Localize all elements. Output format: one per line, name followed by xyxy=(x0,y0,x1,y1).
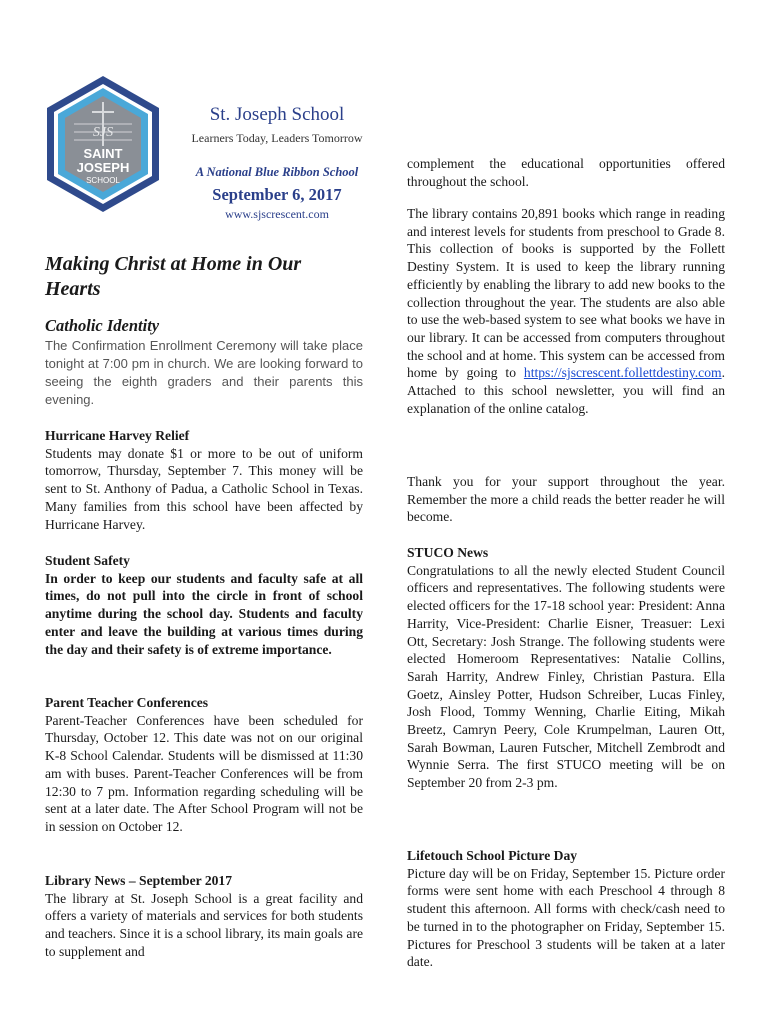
harvey-section xyxy=(45,427,363,533)
newsletter-date: September 6, 2017 xyxy=(212,185,342,204)
svg-text:SJS: SJS xyxy=(92,125,114,140)
school-logo xyxy=(44,74,162,214)
harvey-heading: Hurricane Harvey Relief xyxy=(45,428,190,443)
safety-body: In order to keep our students and faculty safe at all times, do not pull into the circle in front of school anytime during the school day. Students and faculty enter and leave the building at various times during the day and their safety is of extreme importance. xyxy=(45,570,363,657)
svg-text:SAINT: SAINT xyxy=(83,146,123,161)
catholic-identity-heading: Catholic Identity xyxy=(45,316,160,335)
school-crest-icon xyxy=(44,74,162,214)
catholic-identity-body: The Confirmation Enrollment Ceremony will take place tonight at 7:00 pm in church. We are looking forward to seeing the eighth graders and their parents this evening. xyxy=(45,338,363,407)
follett-destiny-link[interactable]: https://sjscrescent.follettdestiny.com xyxy=(523,365,722,381)
safety-heading: Student Safety xyxy=(45,553,130,568)
library-continued xyxy=(407,155,725,190)
stuco-section xyxy=(407,544,725,792)
library-body-continued: complement the educational opportunities offered throughout the school. xyxy=(407,156,725,189)
school-name: St. Joseph School xyxy=(209,104,345,125)
library-collection-text-after: . Attached to this school newsletter, you will find an explanation of the online catalog. xyxy=(407,365,725,416)
svg-text:SCHOOL: SCHOOL xyxy=(86,176,120,185)
library-body-left: The library at St. Joseph School is a great facility and offers a variety of materials and services for both students and teachers. Since it is a school library, its main goals are to supplement and xyxy=(45,890,363,959)
tagline: Learners Today, Leaders Tomorrow xyxy=(191,131,363,145)
picture-day-section xyxy=(407,847,725,971)
thanks-body: Thank you for your support throughout the year. Remember the more a child reads the better reader he will become. xyxy=(407,474,725,525)
stuco-heading: STUCO News xyxy=(407,545,489,560)
conferences-heading: Parent Teacher Conferences xyxy=(45,695,209,710)
svg-text:JOSEPH: JOSEPH xyxy=(76,160,130,175)
conferences-section xyxy=(45,694,363,836)
library-collection-text: The library contains 20,891 books which range in reading and interest levels for students from preschool to Grade 8. This collection of books is supported by the Follett Destiny System. It is used to keep the library running efficiently by enabling the library to add new books to the collection throughout the year. The students are also able to use the web-based system to see what books we have in our library. It can be accessed from computers throughout the school and at home. This system can be accessed from home by going to xyxy=(407,206,725,381)
newsletter-header xyxy=(168,104,386,221)
harvey-body: Students may donate $1 or more to be out of uniform tomorrow, Thursday, September 7. This money will be sent to St. Anthony of Padua, a Catholic School in Texas. Many families from this school have been affected by Hurricane Harvey. xyxy=(45,445,363,532)
conferences-body: Parent-Teacher Conferences have been scheduled for Thursday, October 12. This date was not on our original K-8 School Calendar. Students will be dismissed at 11:30 am with buses. Parent-Teacher Conferences will be from 12:30 to 7 pm. Information regarding scheduling will be sent at a later date. The After School Program will not be in session on October 12. xyxy=(45,712,363,834)
safety-section xyxy=(45,552,363,658)
library-collection-paragraph xyxy=(407,205,725,417)
thanks-section xyxy=(407,473,725,526)
library-section xyxy=(45,872,363,961)
library-collection xyxy=(407,205,725,417)
blue-ribbon-label: A National Blue Ribbon School xyxy=(195,165,359,179)
picture-day-heading: Lifetouch School Picture Day xyxy=(407,848,578,863)
stuco-body: Congratulations to all the newly elected Student Council officers and representatives. The following students were elected officers for the 17-18 school year: President: Anna Harrity, Vice-President: Charlie Eisner, Treasuer: Lexi Ott, Secretary: Josh Strange. The following students were elected Homeroom Representatives: Natalie Collins, Sarah Harrity, Andrew Finley, Christian Pastura. Ella Goetz, Ainsley Potter, Hudson Schreiber, Lucas Finley, Josh Flood, Tommy Wenning, Charlie Eiting, Mikah Breetz, Camryn Peery, Cole Krumpelman, Lauren Ott, Sarah Bowman, Lauren Futscher, Mitchell Zembrodt and Wynnie Serra. The first STUCO meeting will be on September 20 from 2-3 pm. xyxy=(407,562,725,791)
picture-day-body: Picture day will be on Friday, September 15. Picture order forms were sent home with each Preschool 4 through 8 student this afternoon. All forms with check/cash need to be turned in to the photographer on Friday, September 15. Pictures for Preschool 3 students will be taken at a later date. xyxy=(407,865,725,970)
website-link[interactable]: www.sjscrescent.com xyxy=(225,207,329,221)
feature-title: Making Christ at Home in Our Hearts xyxy=(45,253,302,300)
library-heading: Library News – September 2017 xyxy=(45,873,233,888)
